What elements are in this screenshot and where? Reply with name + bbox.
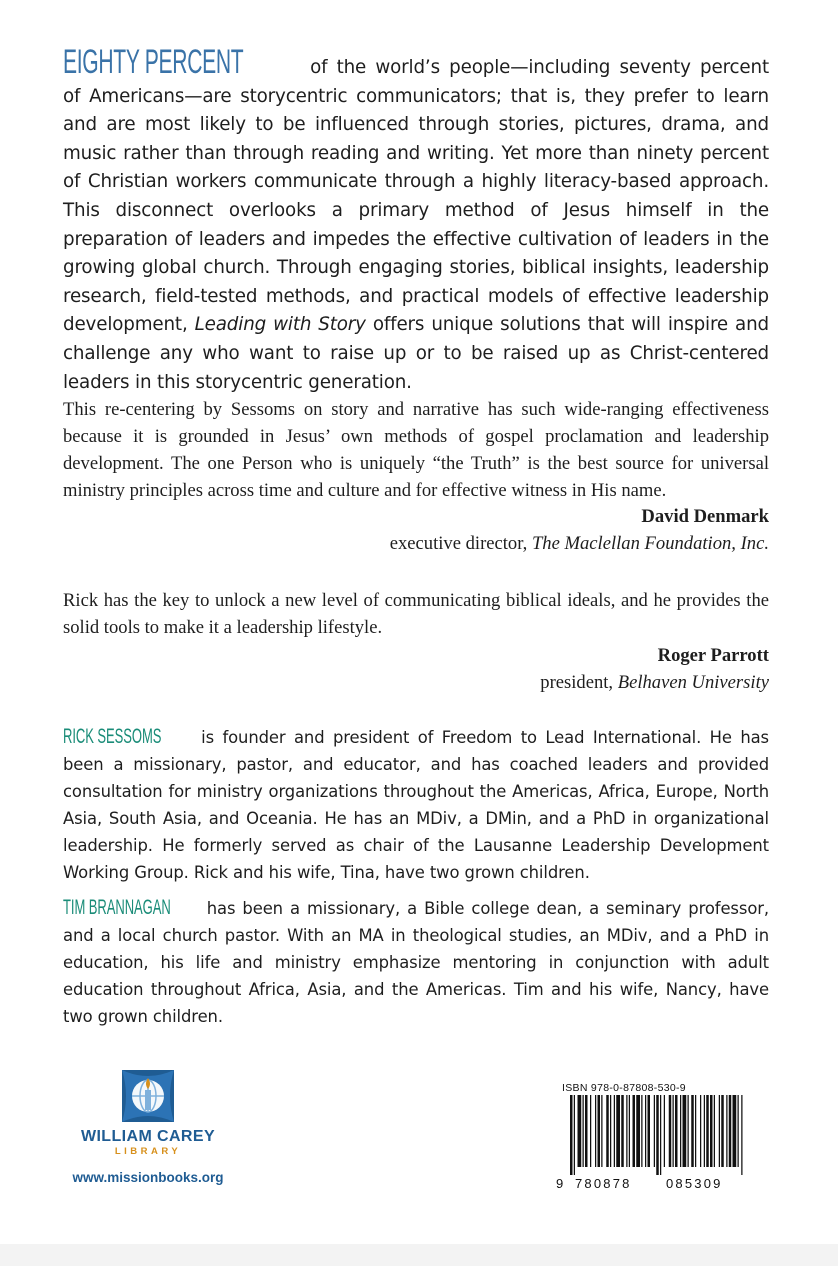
barcode-bar (598, 1095, 601, 1167)
barcode-bars (556, 1095, 761, 1175)
barcode-bar (583, 1095, 584, 1167)
barcode-bar (590, 1095, 591, 1167)
barcode-bar (714, 1095, 715, 1167)
barcode-bar (719, 1095, 720, 1167)
author-name-2: TIM BRANNAGAN (63, 896, 171, 919)
barcode-bar (729, 1095, 732, 1167)
barcode-bar (629, 1095, 630, 1167)
endorser-role-2: president, (540, 672, 618, 693)
barcode-bar (680, 1095, 681, 1167)
barcode-bar (706, 1095, 709, 1167)
author-name-1: RICK SESSOMS (63, 725, 162, 748)
publisher-sub: LIBRARY (114, 1146, 182, 1157)
barcode-bar (626, 1095, 627, 1167)
barcode-bar (721, 1095, 724, 1167)
barcode-bar (683, 1095, 687, 1167)
publisher-name: WILLIAM CAREY (80, 1128, 216, 1145)
barcode-bar (595, 1095, 596, 1167)
intro-paragraph (63, 43, 769, 397)
barcode-bar (733, 1095, 737, 1167)
barcode-digits-right: 085309 (666, 1176, 723, 1191)
candle-globe-icon (116, 1068, 180, 1124)
barcode-bar (738, 1095, 739, 1167)
intro-text-1: of the world’s people—including seventy percent of Americans—are storycentric communicators; that is, they prefer to learn and are most likely to be influenced through stories, pictures, drama, and music rather than through reading and writing. Yet more than ninety percent of Christian workers communicate through a highly literacy-based approach. This disconnect overlooks a primary method of Jesus himself in the preparation of leaders and impedes the effective cultivation of leaders in the growing global church. Through engaging stories, biblical insights, leadership research, field-tested methods, and practical models of effective leadership development, (63, 57, 769, 336)
endorser-name-1: David Denmark (641, 506, 769, 527)
barcode-bar (654, 1095, 655, 1167)
endorsement-quote-2: Rick has the key to unlock a new level of communicating biblical ideals, and he provides the solid tools to make it a leadership lifestyle. (63, 590, 769, 638)
barcode-bar (636, 1095, 640, 1167)
barcode-bar (616, 1095, 620, 1167)
barcode-bar (726, 1095, 727, 1167)
barcode-bar (614, 1095, 615, 1167)
author-bio-text-1: is founder and president of Freedom to Lead International. He has been a missionary, pastor, and educator, and has coached leaders and provided consultation for ministry organizations throughout the Americas, Africa, Europe, North Asia, South Asia, and Oceania. He has an MDiv, a DMin, and a PhD in organizational leadership. He formerly served as chair of the Lausanne Leadership Development Working Group. Rick and his wife, Tina, have two grown children. (63, 728, 769, 882)
intro-text-2: offers unique solutions that will inspire and challenge any who want to raise up or to be raised up as Christ-centered leaders in this storycentric generation. (63, 314, 769, 393)
isbn-label: ISBN 978-0-87808-530-9 (562, 1082, 686, 1094)
barcode-bar (656, 1095, 659, 1175)
author-bio-2 (63, 896, 769, 1031)
barcode-digit-first: 9 (556, 1176, 564, 1191)
barcode-bar (585, 1095, 588, 1167)
endorsement-quote-1: This re-centering by Sessoms on story and narrative has such wide-ranging effectiveness because it is grounded in Jesus’ own methods of gospel proclamation and leadership development. The one Person who is uniquely “the Truth” is the best source for universal ministry principles across time and culture and for effective witness in His name. (63, 399, 769, 501)
barcode-digits-left: 780878 (575, 1176, 632, 1191)
footer-band (0, 1244, 838, 1266)
barcode-bar (633, 1095, 636, 1167)
barcode-bar (700, 1095, 701, 1167)
barcode-bar (570, 1095, 573, 1175)
isbn-barcode (556, 1082, 766, 1192)
barcode-bar (648, 1095, 651, 1167)
endorser-name-2: Roger Parrott (657, 645, 769, 666)
author-bio-text-2: has been a missionary, a Bible college dean, a seminary professor, and a local church pastor. With an MA in theological studies, an MDiv, and a PhD in education, his life and ministry emphasize mentoring in conjunction with adult education throughout Africa, Asia, and the Americas. Tim and his wife, Nancy, have two grown children. (63, 899, 769, 1026)
barcode-bar (645, 1095, 646, 1167)
barcode-bar (578, 1095, 582, 1167)
barcode-bar (688, 1095, 689, 1167)
book-title: Leading with Story (194, 314, 366, 336)
barcode-bar (741, 1095, 742, 1175)
barcode-bar (660, 1095, 661, 1175)
barcode-bar (574, 1095, 575, 1175)
barcode-bar (695, 1095, 696, 1167)
publisher-url[interactable]: www.missionbooks.org (72, 1170, 224, 1185)
barcode-bar (621, 1095, 624, 1167)
endorsement-attribution-2 (540, 642, 769, 696)
barcode-bar (606, 1095, 609, 1167)
endorsement-attribution-1 (390, 503, 769, 557)
barcode-bar (641, 1095, 642, 1167)
endorser-org-2: Belhaven University (617, 672, 769, 693)
endorser-org-1: The Maclellan Foundation, Inc. (531, 533, 769, 554)
intro-lead: EIGHTY PERCENT (63, 43, 244, 81)
barcode-bar (704, 1095, 705, 1167)
author-bio-1 (63, 725, 769, 886)
barcode-bar (669, 1095, 672, 1167)
publisher-logo (63, 1068, 233, 1198)
barcode-bar (610, 1095, 611, 1167)
barcode-bar (691, 1095, 694, 1167)
barcode-bar (675, 1095, 678, 1167)
barcode-bar (664, 1095, 665, 1167)
barcode-bar (710, 1095, 713, 1167)
endorser-role-1: executive director, (389, 533, 532, 554)
barcode-bar (673, 1095, 674, 1167)
barcode-bar (601, 1095, 602, 1167)
